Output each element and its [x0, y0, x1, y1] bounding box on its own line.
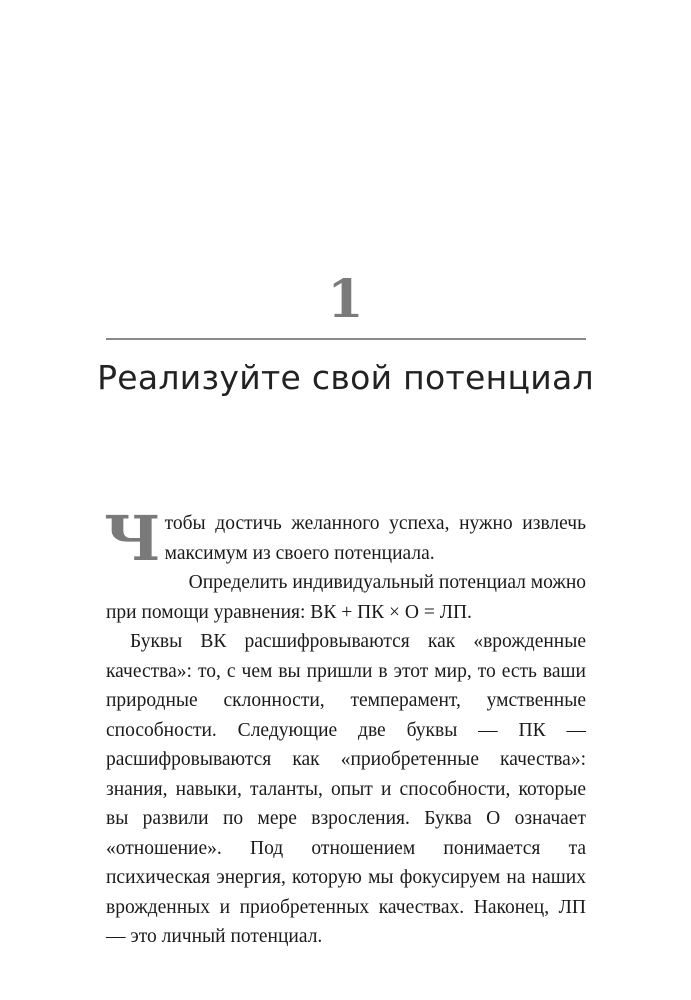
chapter-title: Реализуйте свой потенциал [97, 358, 594, 397]
paragraph-1 [104, 502, 586, 575]
chapter-divider [106, 338, 586, 340]
chapter-number: 1 [327, 269, 364, 330]
paragraph-2: Определить индивидуальный потенциал можно при помощи уравнения: ВК + ПК × О = ЛП. [106, 572, 587, 623]
chapter-body [104, 502, 587, 952]
drop-cap: Ч [104, 502, 161, 575]
paragraph-1-text: тобы достичь желанного успеха, нужно извлечь максимум из своего потенциала. [164, 513, 586, 564]
paragraph-3: Буквы ВК расшифровываются как «врожденные качества»: то, с чем вы пришли в этот мир, то есть ваши природные склонности, темперамент, умственные способности. Следующие две буквы — ПК — расшифровываются как «приобретенные качества»: знания, навыки, таланты, опыт и способности, которые вы развили по мере взросления. Буква О означает «отношение». Под отношением понимается та психическая энергия, которую мы фокусируем на наших врожденных и приобретенных качествах. Наконец, ЛП — это личный потенциал. [106, 631, 586, 947]
